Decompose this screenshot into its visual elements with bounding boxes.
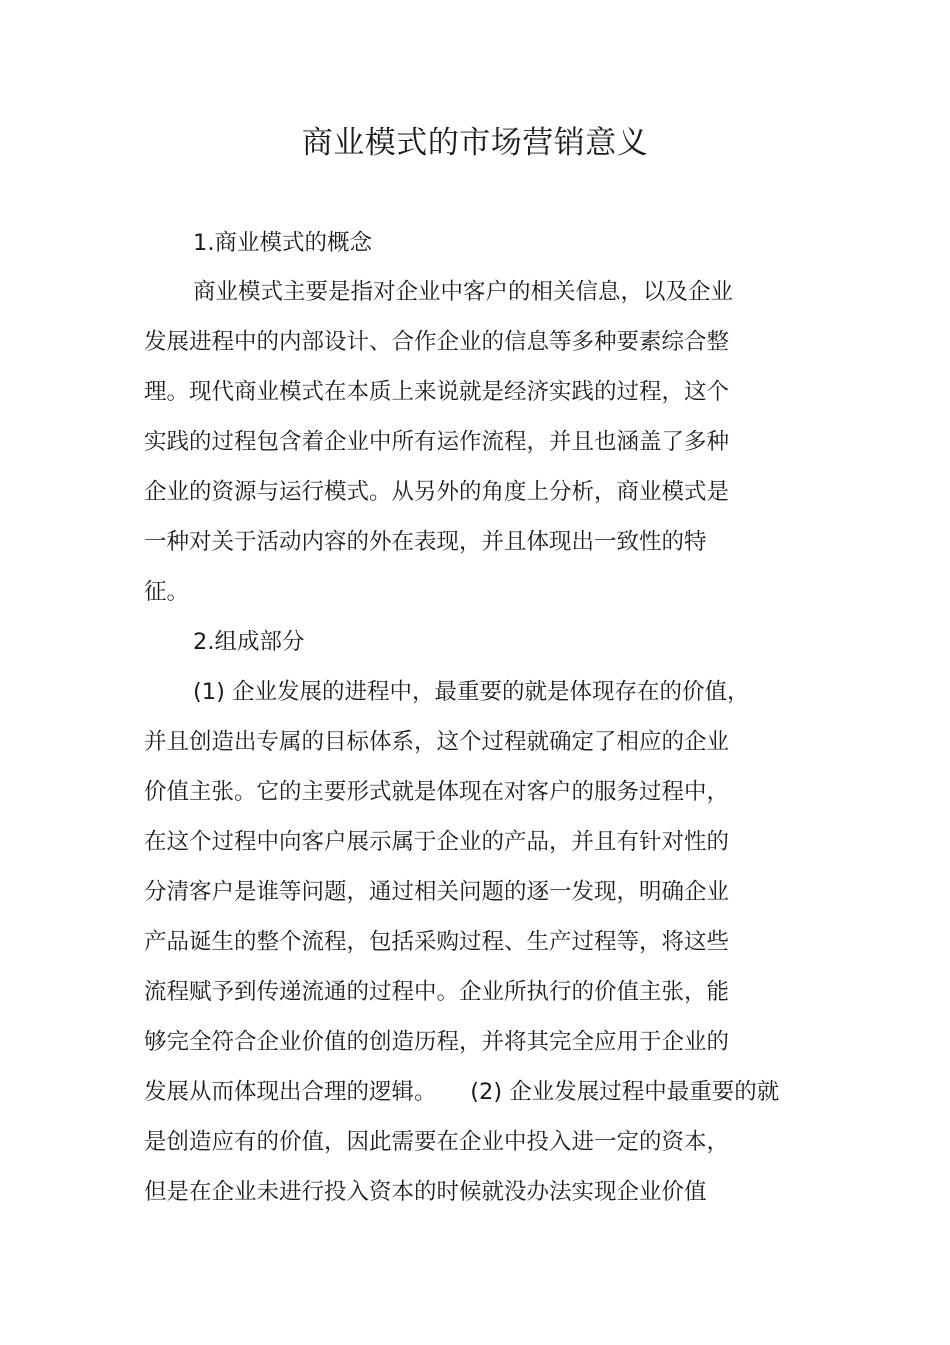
paragraph-line: 商业模式主要是指对企业中客户的相关信息，以及企业 (193, 279, 734, 305)
paragraph-line: 在这个过程中向客户展示属于企业的产品，并且有针对性的 (144, 829, 730, 855)
paragraph-line: 实践的过程包含着企业中所有运作流程，并且也涵盖了多种 (144, 429, 730, 455)
paragraph-line: 价值主张。它的主要形式就是体现在对客户的服务过程中， (144, 779, 730, 805)
section-heading-components: 2.组成部分 (193, 629, 305, 655)
paragraph-line: 产品诞生的整个流程，包括采购过程、生产过程等，将这些 (144, 929, 730, 955)
document-title: 商业模式的市场营销意义 (301, 125, 649, 161)
paragraph-line: 发展进程中的内部设计、合作企业的信息等多种要素综合整 (144, 329, 730, 355)
paragraph-line: 征。 (144, 579, 190, 605)
paragraph-line: 企业的资源与运行模式。从另外的角度上分析，商业模式是 (144, 479, 730, 505)
paragraph-line: (1) 企业发展的进程中，最重要的就是体现存在的价值， (193, 679, 750, 705)
paragraph-line: 并且创造出专属的目标体系，这个过程就确定了相应的企业 (144, 729, 730, 755)
paragraph-line: 分清客户是谁等问题，通过相关问题的逐一发现，明确企业 (144, 879, 730, 905)
paragraph-line: 发展从而体现出合理的逻辑。 (2) 企业发展过程中最重要的就 (144, 1079, 780, 1105)
paragraph-line: 但是在企业未进行投入资本的时候就没办法实现企业价值 (144, 1179, 707, 1205)
paragraph-line: 够完全符合企业价值的创造历程，并将其完全应用于企业的 (144, 1029, 730, 1055)
section-heading-concept: 1.商业模式的概念 (193, 230, 372, 256)
paragraph-line: 是创造应有的价值，因此需要在企业中投入进一定的资本， (144, 1129, 730, 1155)
paragraph-line: 理。现代商业模式在本质上来说就是经济实践的过程，这个 (144, 379, 730, 405)
paragraph-line: 一种对关于活动内容的外在表现，并且体现出一致性的特 (144, 529, 707, 555)
paragraph-line: 流程赋予到传递流通的过程中。企业所执行的价值主张，能 (144, 979, 730, 1005)
